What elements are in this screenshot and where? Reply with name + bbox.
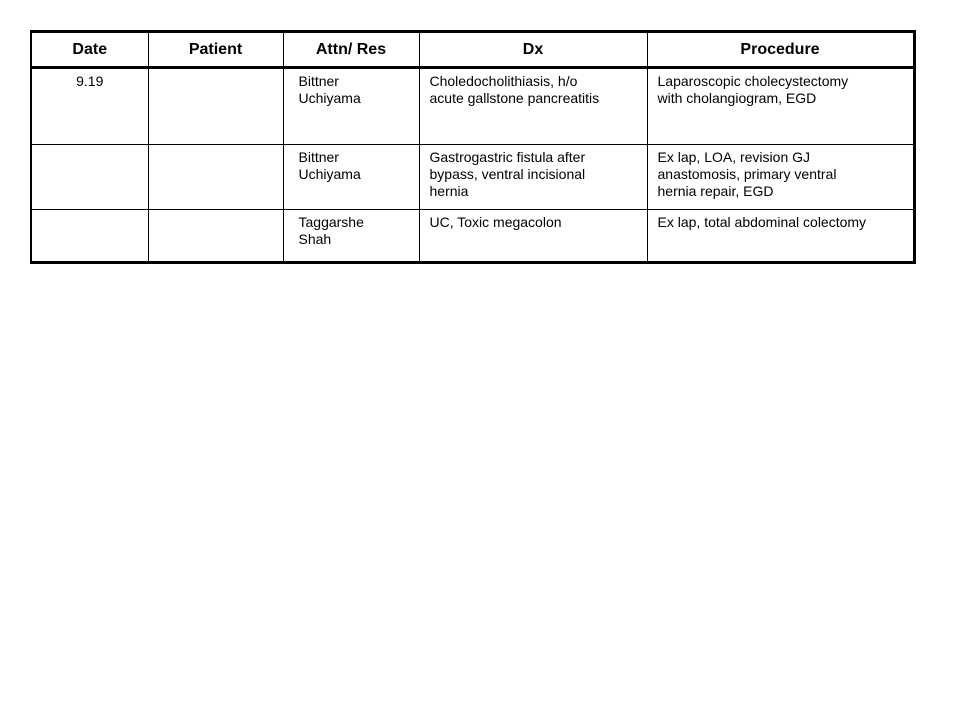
patient-cell xyxy=(148,68,283,145)
procedure-cell xyxy=(647,68,914,145)
procedure-line: anastomosis, primary ventral xyxy=(657,166,837,182)
header-dx: Dx xyxy=(419,32,647,68)
table-header-row xyxy=(31,32,914,68)
attending-name: Bittner xyxy=(298,73,339,89)
date-cell: 9.19 xyxy=(31,68,148,145)
procedure-line: Ex lap, LOA, revision GJ xyxy=(657,149,811,165)
attn-res-cell xyxy=(283,145,419,210)
attending-name: Bittner xyxy=(298,149,339,165)
header-attn-res: Attn/ Res xyxy=(283,32,419,68)
dx-cell xyxy=(419,145,647,210)
procedure-line: hernia repair, EGD xyxy=(657,183,774,199)
dx-line: UC, Toxic megacolon xyxy=(429,214,562,230)
attending-name: Taggarshe xyxy=(298,214,364,230)
header-patient: Patient xyxy=(148,32,283,68)
dx-cell xyxy=(419,68,647,145)
date-cell xyxy=(31,210,148,263)
attn-res-cell xyxy=(283,68,419,145)
dx-line: hernia xyxy=(429,183,469,199)
table-row xyxy=(31,145,914,210)
resident-name: Shah xyxy=(298,231,332,247)
patient-cell xyxy=(148,145,283,210)
header-procedure: Procedure xyxy=(647,32,914,68)
resident-name: Uchiyama xyxy=(298,166,361,182)
patient-cell xyxy=(148,210,283,263)
table-row xyxy=(31,210,914,263)
procedure-cell xyxy=(647,210,914,263)
dx-line: Gastrogastric fistula after xyxy=(429,149,586,165)
dx-cell xyxy=(419,210,647,263)
dx-line: bypass, ventral incisional xyxy=(429,166,586,182)
procedure-line: with cholangiogram, EGD xyxy=(657,90,817,106)
procedure-line: Laparoscopic cholecystectomy xyxy=(657,73,849,89)
case-log-table xyxy=(30,30,916,264)
header-date: Date xyxy=(31,32,148,68)
date-cell xyxy=(31,145,148,210)
resident-name: Uchiyama xyxy=(298,90,361,106)
table-row xyxy=(31,68,914,145)
dx-line: Choledocholithiasis, h/o xyxy=(429,73,578,89)
dx-line: acute gallstone pancreatitis xyxy=(429,90,600,106)
procedure-line: Ex lap, total abdominal colectomy xyxy=(657,214,867,230)
attn-res-cell xyxy=(283,210,419,263)
procedure-cell xyxy=(647,145,914,210)
